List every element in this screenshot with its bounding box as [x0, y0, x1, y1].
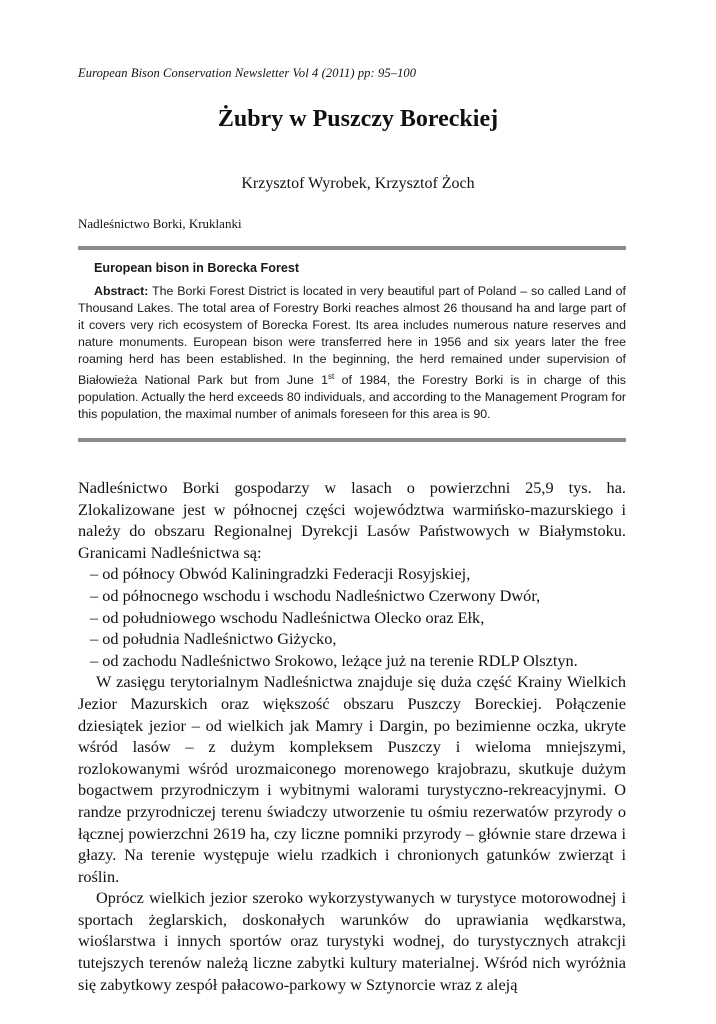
abstract-bottom-rule: [78, 438, 626, 442]
list-item: – od południa Nadleśnictwo Giżycko,: [90, 629, 337, 649]
body-paragraph-3: Oprócz wielkich jezior szeroko wykorzystywanych w turystyce motorowodnej i sportach żeglarskich, doskonałych warunków do uprawiania wędkarstwa, wioślarstwa i innych sportów oraz turystyki wodnej, do turystycznych atrakcji tutejszych terenów należą liczne zabytki kultury materialnej. Wśród nich wyróżnia się zabytkowy zespół pałacowo-parkowy w Sztynorcie wraz z aleją: [78, 888, 626, 994]
border-list: [78, 563, 626, 671]
article-authors: Krzysztof Wyrobek, Krzysztof Żoch: [241, 175, 475, 192]
article-title: Żubry w Puszczy Boreckiej: [217, 106, 499, 132]
article-body: [78, 477, 626, 995]
journal-citation: European Bison Conservation Newsletter Vol 4 (2011) pp: 95–100: [78, 66, 417, 80]
author-affiliation: Nadleśnictwo Borki, Kruklanki: [78, 216, 242, 231]
list-item: – od północnego wschodu i wschodu Nadleśnictwo Czerwony Dwór,: [90, 585, 541, 605]
abstract-text-part-1: The Borki Forest District is located in very beautiful part of Poland – so called Land of Thousand Lakes. The total area of Forestry Borki reaches almost 26 thousand ha and large part of it covers very rich ecosystem of Borecka Forest. Its area includes numerous nature reserves and nature monuments. European bison were transferred here in 1956 and six years later the free roaming herd has been established. In the beginning, the herd remained under supervision of Białowieża National Park but from June 1: [78, 284, 626, 388]
list-item: – od północy Obwód Kaliningradzki Federacji Rosyjskiej,: [90, 564, 471, 584]
list-item: – od południowego wschodu Nadleśnictwa Olecko oraz Ełk,: [90, 607, 485, 627]
abstract-title: European bison in Borecka Forest: [94, 261, 300, 275]
body-paragraph-2: W zasięgu terytorialnym Nadleśnictwa znajduje się duża część Krainy Wielkich Jezior Mazurskich oraz większość obszaru Puszczy Boreckiej. Połączenie dziesiątek jezior – od wielkich jak Mamry i Dargin, po bezimienne oczka, ukryte wśród lasów – z dużym kompleksem Puszczy i wieloma mniejszymi, rozlokowanymi wśród urozmaiconego morenowego krajobrazu, skutkuje dużym bogactwem przyrodniczym i wybitnymi walorami turystyczno-rekreacyjnymi. O randze przyrodniczej terenu świadczy utworzenie tu ośmiu rezerwatów przyrody o łącznej powierzchni 2619 ha, czy liczne pomniki przyrody – głównie stare drzewa i głazy. Na terenie występuje wielu rzadkich i chronionych gatunków zwierząt i roślin.: [78, 672, 626, 886]
abstract-paragraph: [78, 283, 626, 423]
list-item: – od zachodu Nadleśnictwo Srokowo, leżące już na terenie RDLP Olsztyn.: [90, 650, 578, 670]
abstract-section: [78, 260, 626, 423]
body-paragraph-1: Nadleśnictwo Borki gospodarzy w lasach o powierzchni 25,9 tys. ha. Zlokalizowane jest w północnej części województwa warmińsko-mazurskiego i należy do obszaru Regionalnej Dyrekcji Lasów Państwowych w Białymstoku. Granicami Nadleśnictwa są:: [78, 478, 626, 562]
abstract-label: Abstract:: [94, 284, 149, 298]
abstract-superscript: st: [328, 372, 335, 381]
abstract-top-rule: [78, 246, 626, 250]
abstract-text-part-2: of 1984, the Forestry Borki is in charge of this population. Actually the herd exceeds 80 individuals, and according to the Management Program for this population, the maximal number of animals foreseen for this area is 90.: [78, 373, 626, 422]
